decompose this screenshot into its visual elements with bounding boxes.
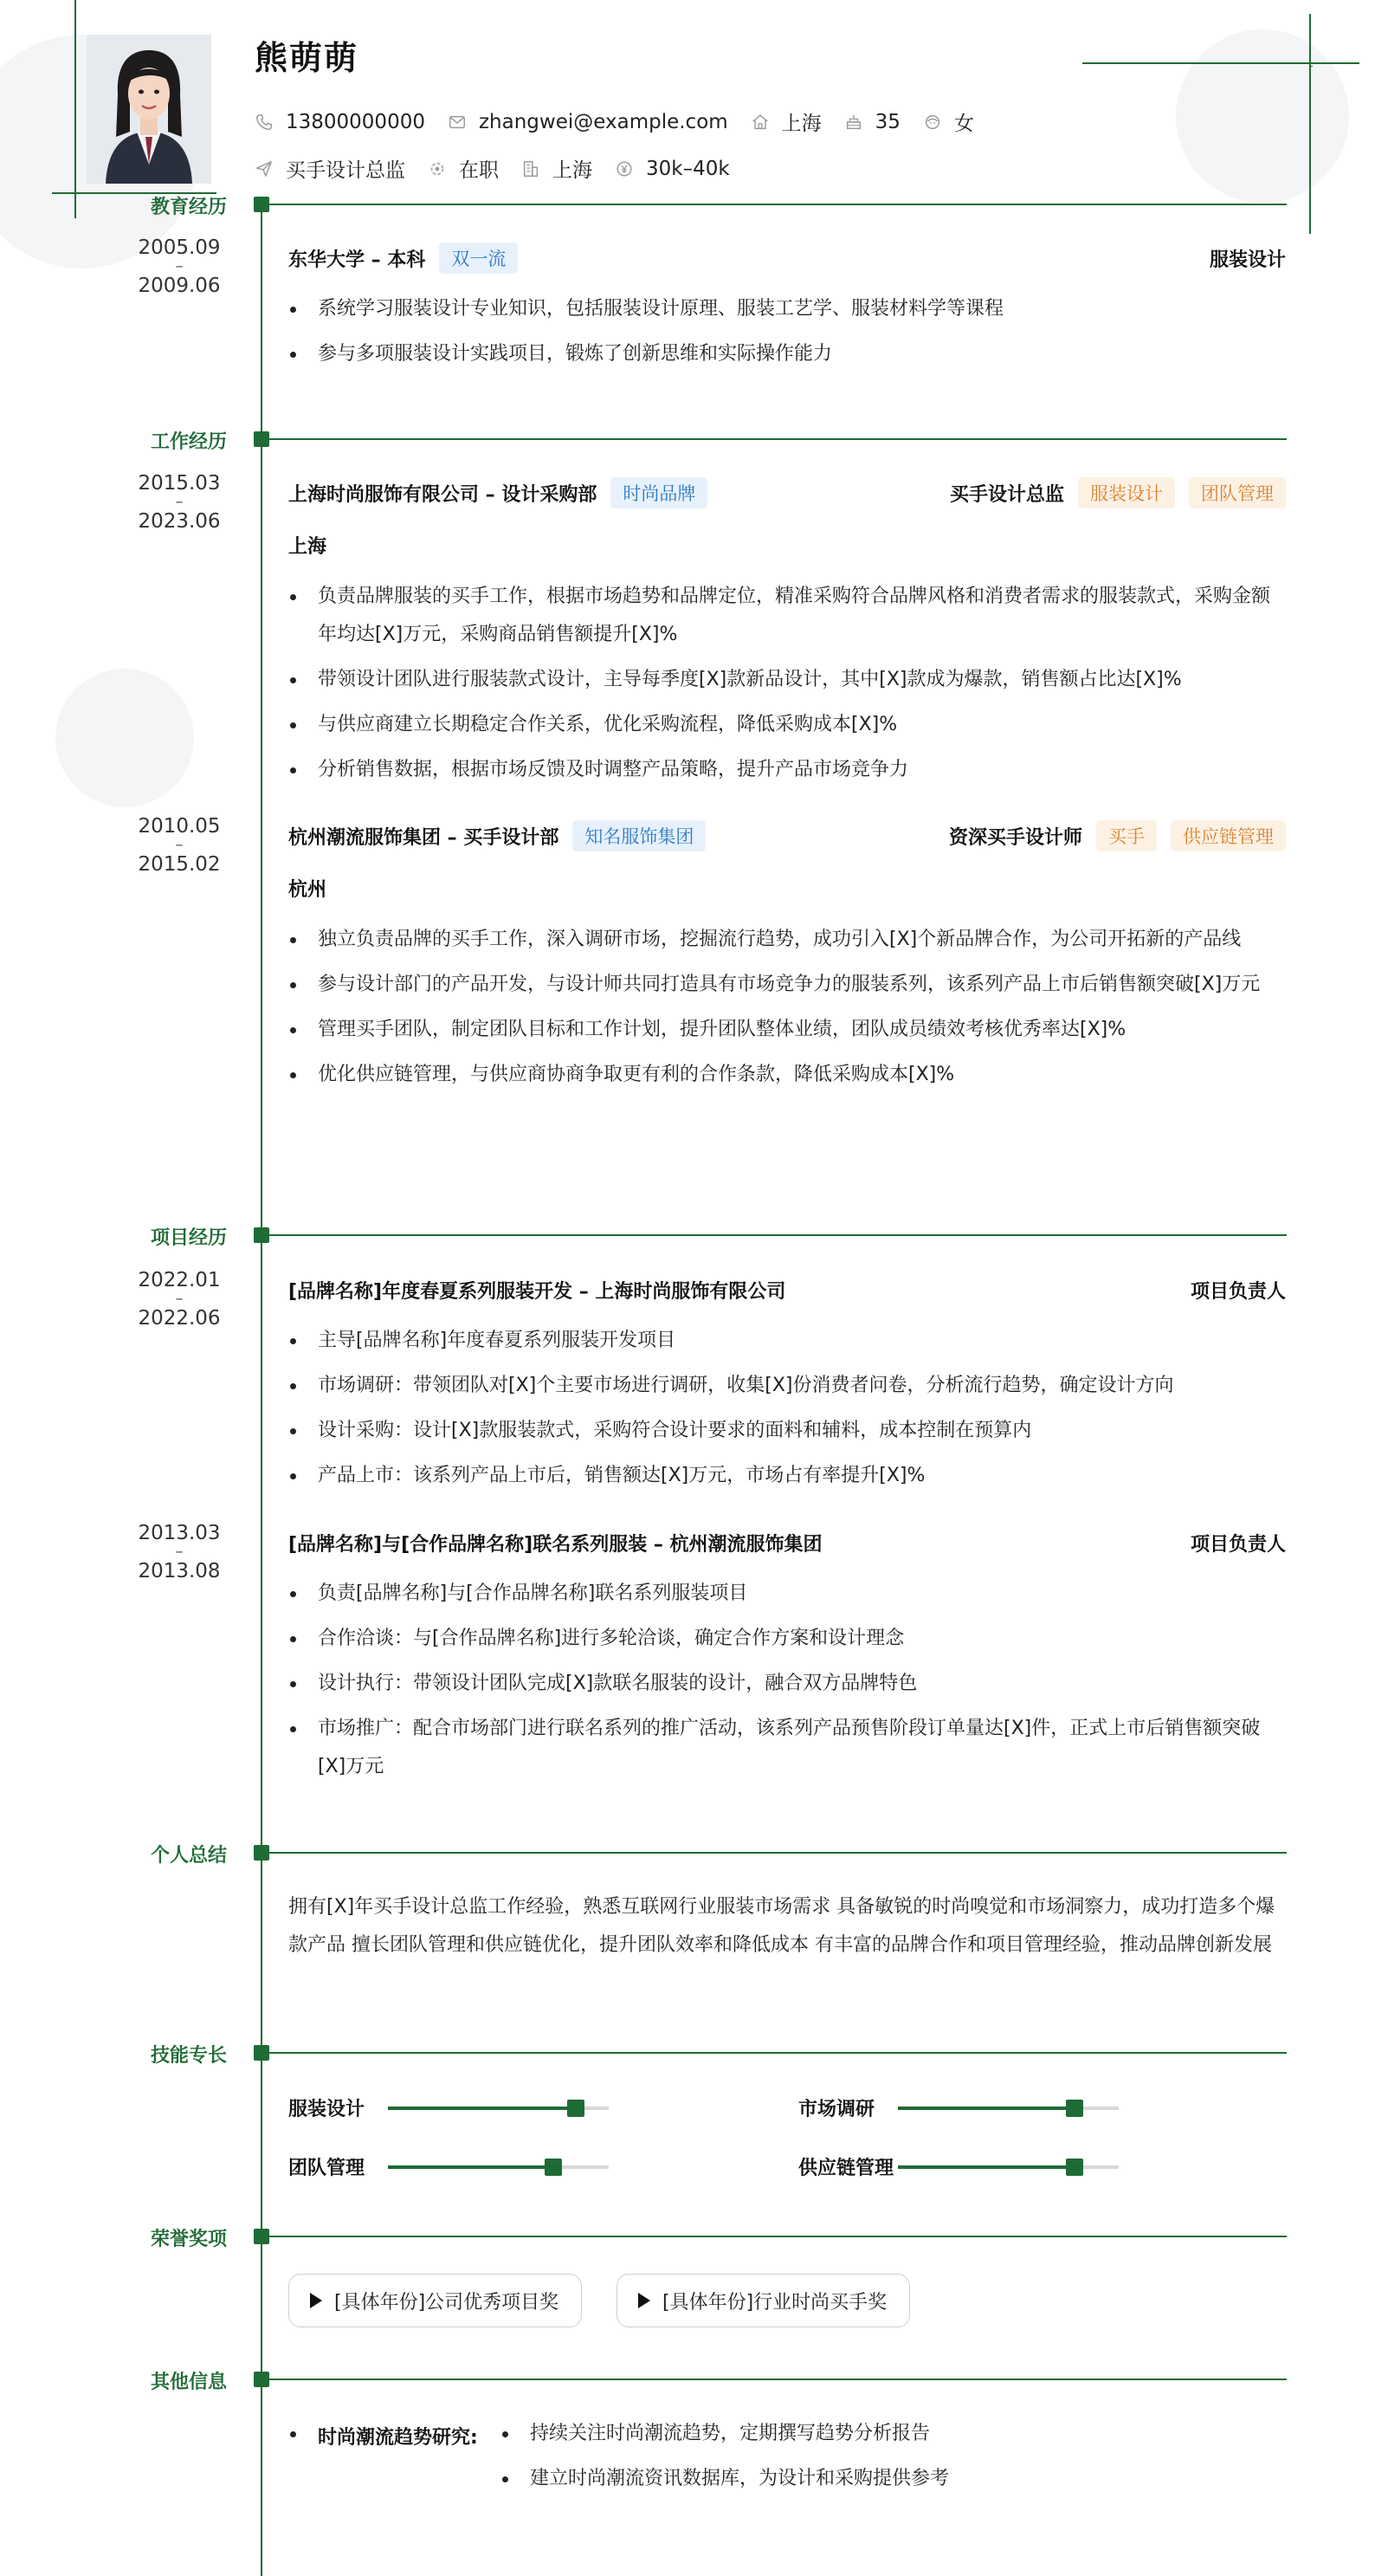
list-item: 设计执行：带领设计团队完成[X]款联名服装的设计，融合双方品牌特色: [288, 1673, 1286, 1695]
list-item: 分析销售数据，根据市场反馈及时调整产品策略，提升产品市场竞争力: [288, 759, 1286, 781]
email-address: zhangwei@example.com: [478, 110, 728, 133]
gender-icon: [923, 113, 942, 132]
award-chip: [288, 2274, 582, 2327]
entry-date: 2010.05 – 2015.02: [138, 815, 221, 876]
project-bullets: [288, 1582, 1286, 1801]
list-item: 负责[品牌名称]与[合作品牌名称]联名系列服装项目: [288, 1582, 1286, 1605]
employment-status: 在职: [459, 159, 499, 182]
list-item: 合作洽谈：与[合作品牌名称]进行多轮洽谈，确定合作方案和设计理念: [288, 1628, 1286, 1650]
gender-text: 女: [953, 113, 974, 135]
project-bullets: [288, 1330, 1286, 1510]
school-name: 东华大学 – 本科: [288, 249, 426, 271]
list-item: 与供应商建立长期稳定合作关系，优化采购流程，降低采购成本[X]%: [288, 714, 1286, 736]
skill-bar: [898, 2165, 1119, 2169]
entry-date: 2022.01 – 2022.06: [138, 1269, 221, 1330]
summary-text: 拥有[X]年买手设计总监工作经验，熟悉互联网行业服装市场需求 具备敏锐的时尚嗅觉和市场洞察力，成功打造多个爆款产品 擅长团队管理和供应链优化，提升团队效率和降低成本 有丰富的品牌合作和项目管理经验，推动品牌创新发展: [288, 1896, 1275, 1956]
target-position-item: [255, 154, 405, 183]
section-title-skills: 技能专长: [150, 2045, 227, 2067]
age-text: 35: [875, 110, 901, 133]
role-tag: 供应链管理: [1171, 820, 1286, 851]
target-city: 上海: [552, 159, 592, 182]
project-role: 项目负责人: [1190, 1280, 1286, 1303]
award-text: [具体年份]行业时尚买手奖: [662, 2291, 888, 2314]
phone-number: 13800000000: [286, 110, 425, 133]
work-bullets: [288, 586, 1286, 804]
decor-line: [1309, 66, 1313, 67]
decor-line: [74, 0, 76, 218]
role-tag: 服装设计: [1078, 477, 1175, 508]
education-entry-header: [288, 241, 1286, 275]
mail-icon: [448, 113, 467, 132]
skill-knob: [1066, 2159, 1083, 2176]
salary-icon: [615, 159, 634, 178]
phone-icon: [255, 113, 274, 132]
avatar: [87, 35, 211, 184]
award-chip: [616, 2274, 910, 2327]
section-divider: [261, 2379, 1287, 2380]
play-icon: [638, 2293, 650, 2308]
location-text: 上海: [781, 113, 822, 135]
section-title-awards: 荣誉奖项: [150, 2229, 227, 2250]
expected-salary: 30k–40k: [646, 157, 730, 180]
job-role: 资深买手设计师: [948, 826, 1082, 849]
work-city: 杭州: [288, 879, 327, 901]
section-divider: [261, 1852, 1287, 1854]
job-role: 买手设计总监: [949, 483, 1064, 506]
section-divider: [261, 1234, 1287, 1236]
decor-line: [1309, 14, 1311, 234]
target-position: 买手设计总监: [286, 159, 405, 182]
project-name: [品牌名称]与[合作品牌名称]联名系列服装 – 杭州潮流服饰集团: [288, 1533, 823, 1556]
section-title-education: 教育经历: [150, 197, 227, 218]
work-city: 上海: [288, 536, 327, 558]
company-name: 杭州潮流服饰集团 – 买手设计部: [288, 826, 559, 849]
work-entry-header: [288, 476, 1286, 510]
section-title-projects: 项目经历: [150, 1227, 227, 1249]
skill-name: 团队管理: [288, 2158, 365, 2179]
major-name: 服装设计: [1209, 249, 1286, 271]
list-item: 建立时尚潮流资讯数据库，为设计和采购提供参考: [500, 2468, 949, 2490]
profile-photo: [87, 35, 211, 184]
list-item: 主导[品牌名称]年度春夏系列服装开发项目: [288, 1330, 1286, 1352]
email-item: [448, 111, 728, 133]
project-role: 项目负责人: [1190, 1533, 1286, 1556]
skill-knob: [567, 2100, 584, 2117]
list-item: 系统学习服装设计专业知识，包括服装设计原理、服装工艺学、服装材料学等课程: [288, 298, 1286, 320]
project-entry-header: [288, 1525, 1286, 1560]
list-item: 市场调研：带领团队对[X]个主要市场进行调研，收集[X]份消费者问卷，分析流行趋势，确定设计方向: [288, 1375, 1286, 1397]
list-item: 优化供应链管理，与供应商协商争取更有利的合作条款，降低采购成本[X]%: [288, 1064, 1286, 1086]
skill-name: 供应链管理: [798, 2158, 894, 2179]
project-entry-header: [288, 1272, 1286, 1307]
skill-name: 服装设计: [288, 2099, 365, 2120]
role-tag: 买手: [1096, 820, 1157, 851]
skill-name: 市场调研: [798, 2099, 875, 2120]
phone-item: [255, 111, 425, 133]
list-item: 设计采购：设计[X]款服装款式，采购符合设计要求的面料和辅料，成本控制在预算内: [288, 1420, 1286, 1442]
gender-item: [923, 107, 974, 136]
entry-date: 2005.09 – 2009.06: [138, 236, 221, 297]
skill-knob: [545, 2159, 562, 2176]
company-name: 上海时尚服饰有限公司 – 设计采购部: [288, 483, 597, 506]
entry-date: 2013.03 – 2013.08: [138, 1522, 221, 1582]
list-item: 负责品牌服装的买手工作，根据市场趋势和品牌定位，精准采购符合品牌风格和消费者需求的服装款式，采购金额年均达[X]万元，采购商品销售额提升[X]%: [288, 578, 1286, 654]
decor-circle-right: [1176, 29, 1349, 203]
skill-bar: [388, 2107, 609, 2110]
timeline-line: [261, 201, 262, 2576]
age-item: [844, 111, 901, 133]
play-icon: [310, 2293, 322, 2308]
list-item: 市场推广：配合市场部门进行联名系列的推广活动，该系列产品预售阶段订单量达[X]件，正式上市后销售额突破[X]万元: [288, 1710, 1286, 1786]
building-icon: [521, 159, 540, 178]
location-item: [751, 107, 822, 136]
school-tag: 双一流: [439, 243, 518, 274]
skill-bar: [388, 2165, 609, 2169]
skill-fill: [898, 2165, 1075, 2169]
skill-bar: [898, 2107, 1119, 2110]
company-tag: 知名服饰集团: [572, 820, 706, 851]
other-info-list: [500, 2423, 949, 2513]
home-icon: [751, 113, 770, 132]
status-icon: [428, 159, 447, 178]
decor-line: [1082, 62, 1359, 64]
target-city-item: [521, 154, 592, 183]
salary-item: [615, 158, 730, 180]
job-intent-row: [255, 154, 752, 183]
award-text: [具体年份]公司优秀项目奖: [334, 2291, 559, 2314]
contact-row: [255, 107, 997, 136]
age-icon: [844, 113, 863, 132]
decor-circle-mid: [55, 669, 194, 807]
skill-item: [798, 2153, 1119, 2180]
send-icon: [255, 159, 274, 178]
work-entry-header: [288, 819, 1286, 853]
education-bullets: [288, 298, 1286, 388]
other-info-label: 时尚潮流趋势研究:: [288, 2423, 478, 2450]
skill-item: [798, 2094, 1119, 2121]
skill-knob: [1066, 2100, 1083, 2117]
skill-item: [288, 2094, 609, 2121]
role-tag: 团队管理: [1189, 477, 1286, 508]
section-title-work: 工作经历: [150, 431, 227, 453]
company-tag: 时尚品牌: [610, 477, 707, 508]
list-item: 独立负责品牌的买手工作，深入调研市场，挖掘流行趋势，成功引入[X]个新品牌合作，为公司开拓新的产品线: [288, 921, 1286, 959]
list-item: 参与多项服装设计实践项目，锻炼了创新思维和实际操作能力: [288, 343, 1286, 366]
project-name: [品牌名称]年度春夏系列服装开发 – 上海时尚服饰有限公司: [288, 1280, 786, 1303]
list-item: 产品上市：该系列产品上市后，销售额达[X]万元，市场占有率提升[X]%: [288, 1465, 1286, 1487]
work-bullets: [288, 929, 1286, 1109]
skill-fill: [898, 2107, 1075, 2110]
list-item: 参与设计部门的产品开发，与设计师共同打造具有市场竞争力的服装系列，该系列产品上市后销售额突破[X]万元: [288, 966, 1286, 1004]
section-title-summary: 个人总结: [150, 1845, 227, 1867]
status-item: [428, 154, 499, 183]
section-title-other: 其他信息: [150, 2372, 227, 2393]
list-item: 管理买手团队，制定团队目标和工作计划，提升团队整体业绩，团队成员绩效考核优秀率达[X]%: [288, 1019, 1286, 1041]
candidate-name: 熊萌萌: [255, 39, 359, 77]
entry-date: 2015.03 – 2023.06: [138, 472, 221, 533]
skill-fill: [388, 2165, 553, 2169]
section-divider: [261, 2052, 1287, 2054]
section-divider: [261, 204, 1287, 205]
skill-item: [288, 2153, 609, 2180]
list-item: 带领设计团队进行服装款式设计，主导每季度[X]款新品设计，其中[X]款成为爆款，销售额占比达[X]%: [288, 669, 1286, 691]
skill-fill: [388, 2107, 576, 2110]
section-divider: [261, 2236, 1287, 2237]
list-item: 持续关注时尚潮流趋势，定期撰写趋势分析报告: [500, 2423, 949, 2445]
section-divider: [261, 438, 1287, 440]
